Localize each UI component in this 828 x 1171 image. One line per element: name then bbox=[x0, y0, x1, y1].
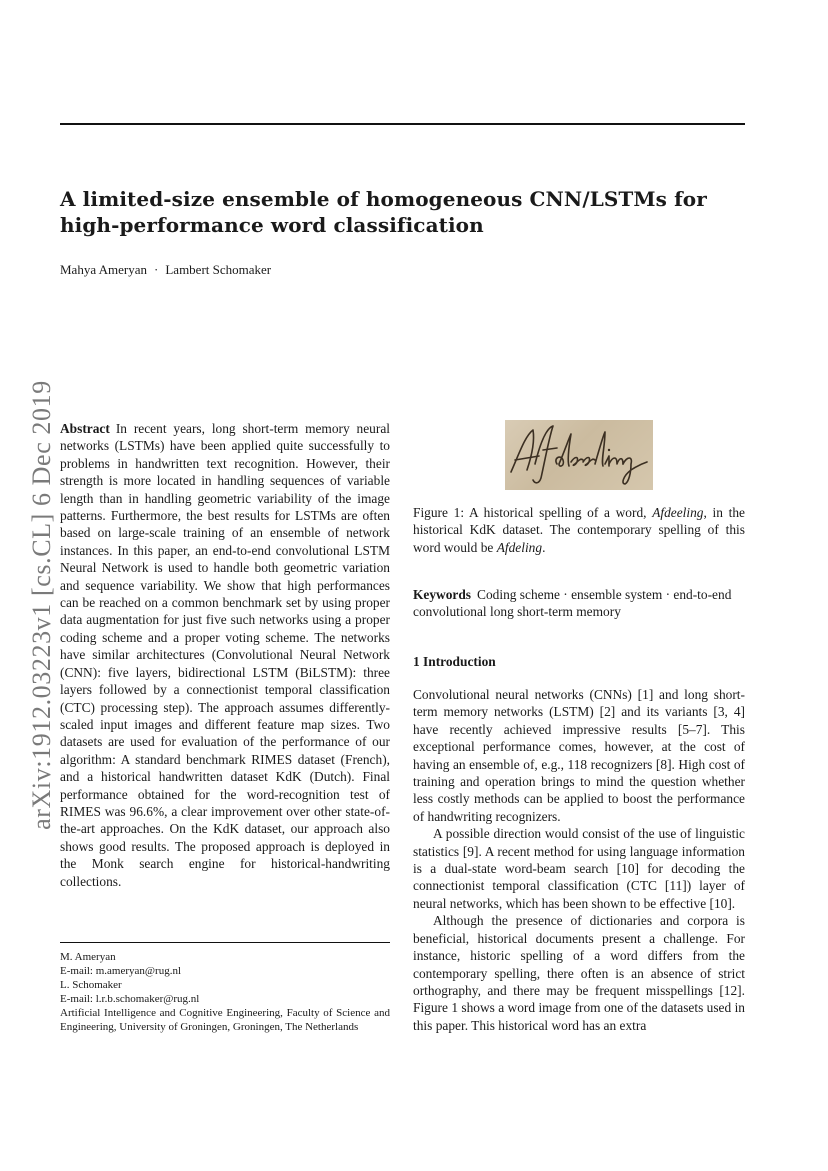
caption-text: . bbox=[542, 539, 546, 555]
author-line bbox=[60, 262, 271, 278]
introduction-body bbox=[413, 686, 745, 1034]
handwritten-word-image bbox=[505, 420, 653, 490]
abstract bbox=[60, 420, 390, 890]
abstract-text: In recent years, long short-term memory neural networks (LSTMs) have been applied quite successfully to problems in handwritten text recognition. However, their strength is more located in handling sequences of variable length than in handling geometric variability of the image patterns. Furthermore, the best results for LSTMs are often based on large-scale training of an ensemble of network instances. In this paper, an end-to-end convolutional LSTM Neural Network is used to handle both geometric variation and sequence variability. We show that high performances can be reached on a common benchmark set by using proper data augmentation for just five such networks using a proper coding scheme and a proper voting scheme. The networks have similar architectures (Convolutional Neural Network (CNN): five layers, bidirectional LSTM (BiLSTM): three layers followed by a connectionist temporal classification (CTC) processing step). The approach assumes differently-scaled input images and different feature map sizes. Two datasets are used for evaluation of the performance of our algorithm: A standard benchmark RIMES dataset (French), and a historical handwritten dataset KdK (Dutch). Final performance obtained for the word-recognition test of RIMES was 96.6%, a clear improvement over other state-of-the-art approaches. On the KdK dataset, our approach also shows good results. The proposed approach is deployed in the Monk search engine for historical-handwriting collections. bbox=[60, 421, 390, 889]
handwriting-drawing bbox=[505, 420, 653, 490]
figure-caption bbox=[413, 504, 745, 556]
caption-text: Figure 1: A historical spelling of a word, bbox=[413, 505, 653, 520]
caption-italic-word: Afdeeling bbox=[652, 505, 704, 520]
abstract-label: Abstract bbox=[60, 421, 110, 436]
keywords-label: Keywords bbox=[413, 587, 472, 602]
caption-text: , in the historical KdK dataset. The contemporary spelling of this word would be bbox=[413, 505, 745, 555]
arxiv-stamp: arXiv:1912.03223v1 [cs.CL] 6 Dec 2019 bbox=[27, 380, 56, 830]
author-footnote bbox=[60, 950, 390, 1034]
paragraph: Convolutional neural networks (CNNs) [1] and long short-term memory networks (LSTM) [2] and its variants [3, 4] have recently achieved impressive results [5–7]. This exceptional performance comes, however, at the cost of having an ensemble of, e.g., 118 recognizers [8]. High cost of training and operation brings to mind the question whether less costly methods can be applied to boost the performance of handwriting recognizers. bbox=[413, 687, 745, 824]
section-heading: 1 Introduction bbox=[413, 654, 496, 669]
footnote-line: E-mail: m.ameryan@rug.nl bbox=[60, 965, 182, 977]
keywords-text: Coding scheme · ensemble system · end-to-end convolutional long short-term memory bbox=[413, 587, 732, 620]
footnote-line: Artificial Intelligence and Cognitive Engineering, Faculty of Science and Engineering, University of Groningen, Groningen, The Netherlands bbox=[60, 1007, 390, 1033]
author-name: Mahya Ameryan bbox=[60, 262, 148, 277]
author-separator: · bbox=[154, 262, 159, 277]
footnote-line: E-mail: l.r.b.schomaker@rug.nl bbox=[60, 993, 200, 1005]
author-name: Lambert Schomaker bbox=[165, 262, 272, 277]
footnote-rule bbox=[60, 942, 390, 943]
paragraph: Although the presence of dictionaries and corpora is beneficial, historical documents present a challenge. For instance, historic spelling of a word differs from the contemporary spelling, there often is an absence of strict orthography, and there may be frequent misspellings [12]. Figure 1 shows a word image from one of the datasets used in this paper. This historical word has an extra bbox=[413, 913, 745, 1033]
top-rule bbox=[60, 123, 745, 125]
paragraph: A possible direction would consist of the use of linguistic statistics [9]. A recent method for using language information is a dual-state word-beam search [10] for decoding the connectionist temporal classification (CTC [11]) layer of neural networks, which has been shown to be effective [10]. bbox=[413, 826, 745, 911]
paper-title: A limited-size ensemble of homogeneous CNN/LSTMs for high-performance word classification bbox=[60, 187, 707, 237]
caption-italic-word: Afdeling bbox=[496, 539, 543, 555]
footnote-line: L. Schomaker bbox=[60, 979, 122, 991]
keywords bbox=[413, 586, 745, 621]
footnote-line: M. Ameryan bbox=[60, 951, 116, 963]
